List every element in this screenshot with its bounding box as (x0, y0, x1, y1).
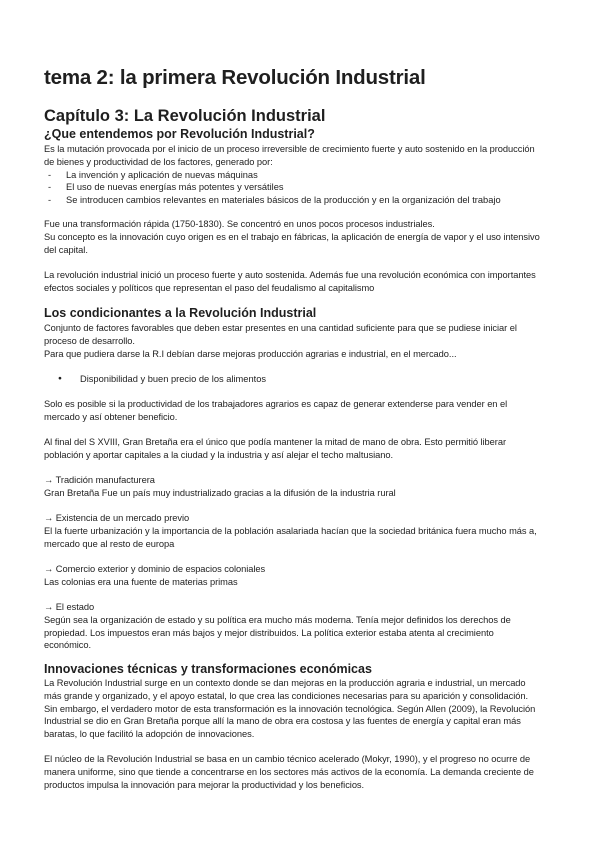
text-line: Su concepto es la innovación cuyo origen es en el trabajo en fábricas, la aplicación de energía de vapor y el uso intensivo (44, 231, 540, 242)
list-item: ● Disponibilidad y buen precio de los alimentos (58, 373, 558, 386)
page-title: tema 2: la primera Revolución Industrial (44, 66, 426, 89)
text-line: Es la mutación provocada por el inicio de un proceso irreversible de crecimiento fuerte y auto sostenido en la producción (44, 144, 535, 154)
list-item: - La invención y aplicación de nuevas máquinas (44, 169, 560, 182)
paragraph-innovaciones-2 (44, 753, 560, 791)
paragraph-revolucion (44, 269, 560, 295)
text-line: mercado que al resto de europa (44, 538, 175, 549)
text-line: → El estado (44, 602, 95, 612)
text-line: El núcleo de la Revolución Industrial se basa en un cambio técnico acelerado (Mokyr, 1990), y el progreso no ocurre de (44, 754, 531, 764)
text-line: proceso de desarrollo. (44, 335, 135, 346)
paragraph-definition (44, 143, 560, 207)
section-heading-innovaciones: Innovaciones técnicas y transformaciones económicas (44, 662, 372, 676)
dash-list (44, 169, 560, 207)
text-line: Gran Bretaña Fue un país muy industrializado gracias a la difusión de la industria rural (44, 487, 396, 498)
text-line: económico. (44, 640, 92, 651)
text-line: → Tradición manufacturera (44, 475, 155, 485)
factor-comercio (44, 563, 560, 589)
factor-mercado (44, 512, 560, 550)
text-line: Según sea la organización de estado y su política era mucho más moderna. Tenía mejor definidos los derechos de (44, 614, 511, 625)
text-line: mercado y así obtener beneficio. (44, 411, 178, 422)
bullet-list (58, 373, 558, 386)
chapter-heading: Capítulo 3: La Revolución Industrial (44, 107, 326, 125)
factor-tradicion (44, 474, 560, 500)
text-line: Fue una transformación rápida (1750-1830). Se concentró en unos pocos procesos industriales. (44, 219, 435, 229)
text-line: El la fuerte urbanización y la importancia de la población asalariada hacían que la sociedad británica fuera mucho más a, (44, 525, 537, 536)
text-line: más grande y organizado, y el apoyo estatal, lo que crea las condiciones necesarias para su aparición y consolidación. (44, 690, 529, 701)
text-line: baratas, lo que facilitó la adopción de innovaciones. (44, 729, 255, 740)
section-heading-condicionantes: Los condicionantes a la Revolución Industrial (44, 306, 317, 320)
list-item: - El uso de nuevas energías más potentes y versátiles (44, 181, 560, 194)
text-line: La Revolución Industrial surge en un contexto donde se dan mejoras en la producción agraria e industrial, un mercado (44, 678, 526, 688)
text-line: Solo es posible si la productividad de los trabajadores agrarios es capaz de generar extenderse para vender en el (44, 399, 508, 409)
list-item: - Se introducen cambios relevantes en materiales básicos de la producción y en la organización del trabajo (44, 194, 560, 207)
text-line: efectos sociales y políticos que representan el paso del feudalismo al capitalismo (44, 282, 375, 293)
text-line: Las colonias era una fuente de materias primas (44, 576, 238, 587)
text-line: Conjunto de factores favorables que deben estar presentes en una cantidad suficiente para que se pudiese iniciar el (44, 323, 517, 333)
paragraph-condicionantes (44, 322, 560, 360)
text-line: Sin embargo, el verdadero motor de esta transformación es la innovación tecnológica. Según Allen (2009), la Revolución (44, 703, 536, 714)
text-line: población y aportar capitales a la ciudad y la industria y así alejar el techo maltusiano. (44, 449, 393, 460)
text-line: de bienes y productividad de los factores, generado por: (44, 156, 273, 167)
paragraph-fue (44, 218, 560, 256)
factor-estado (44, 601, 560, 652)
text-line: → Comercio exterior y dominio de espacios coloniales (44, 564, 266, 574)
text-line: → Existencia de un mercado previo (44, 513, 190, 523)
text-line: Industrial se dio en Gran Bretaña porque allí la mano de obra era costosa y las fuentes de energía y capital eran más (44, 716, 521, 727)
section-heading-que-entendemos: ¿Que entendemos por Revolución Industrial? (44, 127, 315, 141)
paragraph-innovaciones-1 (44, 677, 560, 741)
text-line: Al final del S XVIII, Gran Bretaña era el único que podía mantener la mitad de mano de obra. Esto permitió liberar (44, 437, 506, 447)
text-line: manera uniforme, sino que tiende a concentrarse en los sectores más activos de la economía. La demanda creciente de (44, 766, 534, 777)
text-line: productos impulsa la innovación para mejorar la productividad y los beneficios. (44, 779, 365, 790)
text-line: del capital. (44, 244, 88, 255)
paragraph-al-final (44, 436, 560, 462)
paragraph-solo (44, 398, 560, 424)
text-line: Para que pudiera darse la R.I debían darse mejoras producción agrarias e industrial, en el mercado... (44, 348, 457, 359)
text-line: La revolución industrial inició un proceso fuerte y auto sostenida. Además fue una revolución económica con importantes (44, 270, 536, 280)
text-line: propiedad. Los impuestos eran más bajos y mejor distribuidos. La política exterior estaba atenta al crecimiento (44, 627, 494, 638)
